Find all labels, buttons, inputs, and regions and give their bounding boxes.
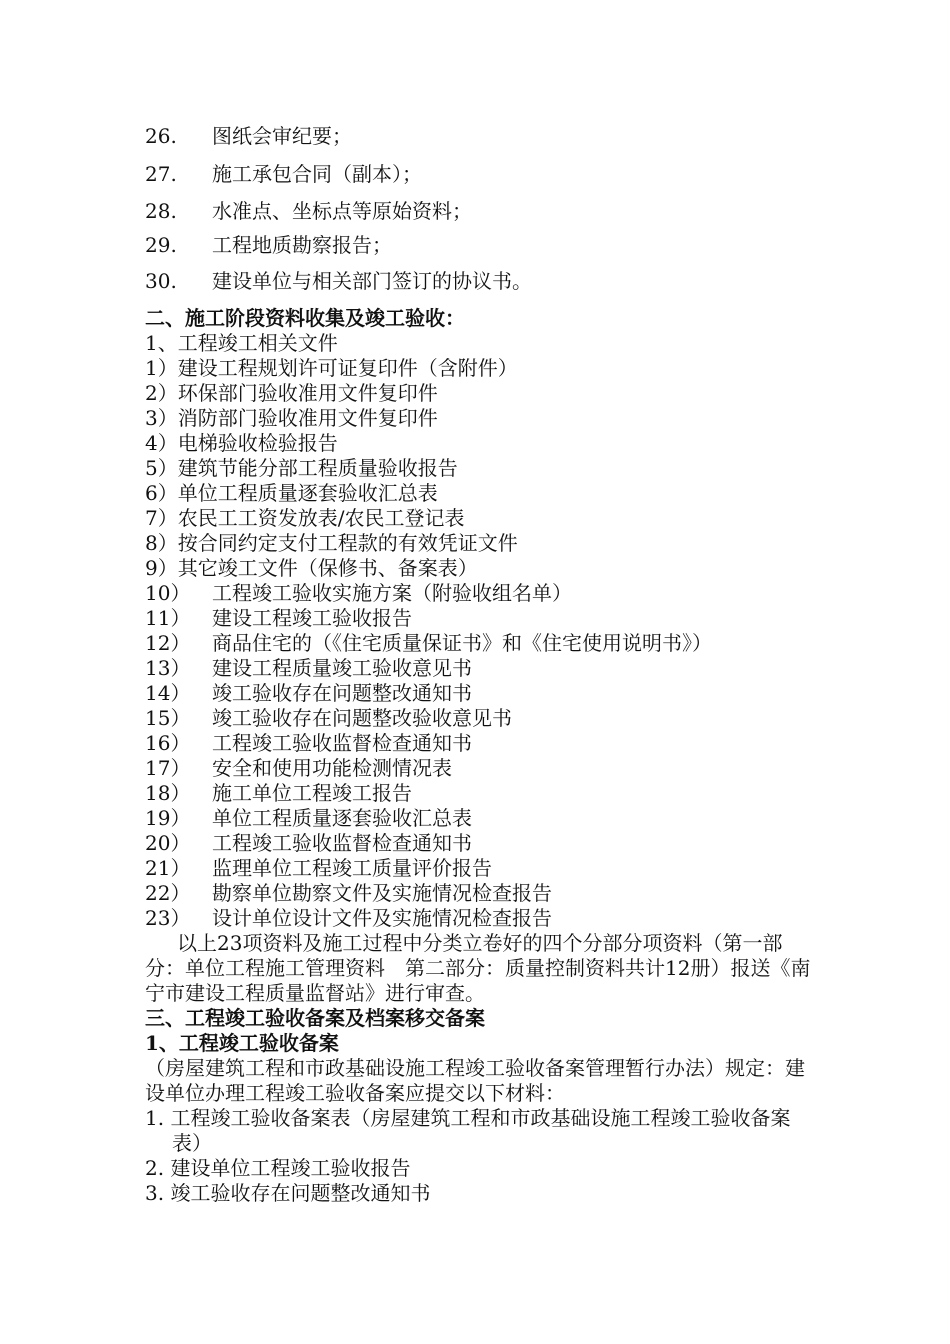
item-text: 工程竣工验收实施方案（附验收组名单） <box>212 581 572 605</box>
item-number: 16） <box>145 731 191 755</box>
summary-paragraph: 以上23项资料及施工过程中分类立卷好的四个分部分项资料（第一部分：单位工程施工管理资料 第二部分：质量控制资料共计12册）报送《南宁市建设工程质量监督站》进行审查。 <box>145 931 811 1005</box>
item-text: 安全和使用功能检测情况表 <box>212 756 452 780</box>
list-item: 3）消防部门验收准用文件复印件 <box>145 406 438 430</box>
list-item: 1）建设工程规划许可证复印件（含附件） <box>145 356 518 380</box>
item-number: 12） <box>145 631 191 655</box>
list-item <box>145 831 472 856</box>
list-item <box>145 269 532 294</box>
item-number: 20） <box>145 831 191 855</box>
list-item: 1. 工程竣工验收备案表（房屋建筑工程和市政基础设施工程竣工验收备案表） <box>145 1106 791 1155</box>
list-item: 5）建筑节能分部工程质量验收报告 <box>145 456 458 480</box>
list-item: 9）其它竣工文件（保修书、备案表） <box>145 556 478 580</box>
list-item <box>145 681 472 706</box>
item-text: 建设工程质量竣工验收意见书 <box>212 656 472 680</box>
list-item <box>145 856 492 881</box>
item-text: 单位工程质量逐套验收汇总表 <box>212 806 472 830</box>
list-item <box>145 906 552 931</box>
item-text: 工程竣工验收监督检查通知书 <box>212 831 472 855</box>
item-number: 21） <box>145 856 191 880</box>
list-item <box>145 731 472 756</box>
item-number: 13） <box>145 656 191 680</box>
item-number: 19） <box>145 806 191 830</box>
item-number: 17） <box>145 756 191 780</box>
list-item <box>145 199 472 224</box>
item-number: 22） <box>145 881 191 905</box>
list-item <box>145 781 412 806</box>
item-number: 15） <box>145 706 191 730</box>
list-item: 3. 竣工验收存在问题整改通知书 <box>145 1181 431 1205</box>
list-item <box>145 606 412 631</box>
list-item: 6）单位工程质量逐套验收汇总表 <box>145 481 438 505</box>
item-text: 竣工验收存在问题整改通知书 <box>212 681 472 705</box>
list-item: 2. 建设单位工程竣工验收报告 <box>145 1156 411 1180</box>
list-item <box>145 581 572 606</box>
list-item <box>145 806 472 831</box>
item-text: 设计单位设计文件及实施情况检查报告 <box>212 906 552 930</box>
item-text: 监理单位工程竣工质量评价报告 <box>212 856 492 880</box>
item-text: 商品住宅的（《住宅质量保证书》和《住宅使用说明书》） <box>212 631 712 655</box>
item-text: 工程竣工验收监督检查通知书 <box>212 731 472 755</box>
item-number: 28. <box>145 199 177 223</box>
list-item <box>145 881 552 906</box>
list-item: 2）环保部门验收准用文件复印件 <box>145 381 438 405</box>
intro-paragraph: （房屋建筑工程和市政基础设施工程竣工验收备案管理暂行办法）规定：建设单位办理工程竣工验收备案应提交以下材料： <box>145 1056 805 1105</box>
item-number: 30. <box>145 269 177 293</box>
section-heading: 二、施工阶段资料收集及竣工验收： <box>145 306 465 330</box>
item-number: 11） <box>145 606 191 630</box>
item-text: 施工单位工程竣工报告 <box>212 781 412 805</box>
list-item <box>145 756 452 781</box>
item-text: 水准点、坐标点等原始资料； <box>212 199 472 223</box>
subsection-heading: 1、工程竣工相关文件 <box>145 331 338 355</box>
list-item <box>145 162 422 187</box>
item-number: 23） <box>145 906 191 930</box>
list-item: 8）按合同约定支付工程款的有效凭证文件 <box>145 531 518 555</box>
list-item: 7）农民工工资发放表/农民工登记表 <box>145 506 465 530</box>
item-text: 图纸会审纪要； <box>212 124 352 148</box>
item-number: 18） <box>145 781 191 805</box>
item-text: 施工承包合同（副本）； <box>212 162 422 186</box>
list-item <box>145 233 392 258</box>
item-number: 29. <box>145 233 177 257</box>
list-item <box>145 124 352 149</box>
list-item <box>145 656 472 681</box>
item-text: 工程地质勘察报告； <box>212 233 392 257</box>
item-number: 10） <box>145 581 191 605</box>
item-text: 建设单位与相关部门签订的协议书。 <box>212 269 532 293</box>
item-number: 27. <box>145 162 177 186</box>
subsection-heading: 1、工程竣工验收备案 <box>145 1031 339 1055</box>
item-number: 26. <box>145 124 177 148</box>
item-number: 14） <box>145 681 191 705</box>
list-item <box>145 631 712 656</box>
item-text: 建设工程竣工验收报告 <box>212 606 412 630</box>
list-item <box>145 706 512 731</box>
section-heading: 三、工程竣工验收备案及档案移交备案 <box>145 1006 485 1030</box>
item-text: 竣工验收存在问题整改验收意见书 <box>212 706 512 730</box>
list-item: 4）电梯验收检验报告 <box>145 431 338 455</box>
item-text: 勘察单位勘察文件及实施情况检查报告 <box>212 881 552 905</box>
